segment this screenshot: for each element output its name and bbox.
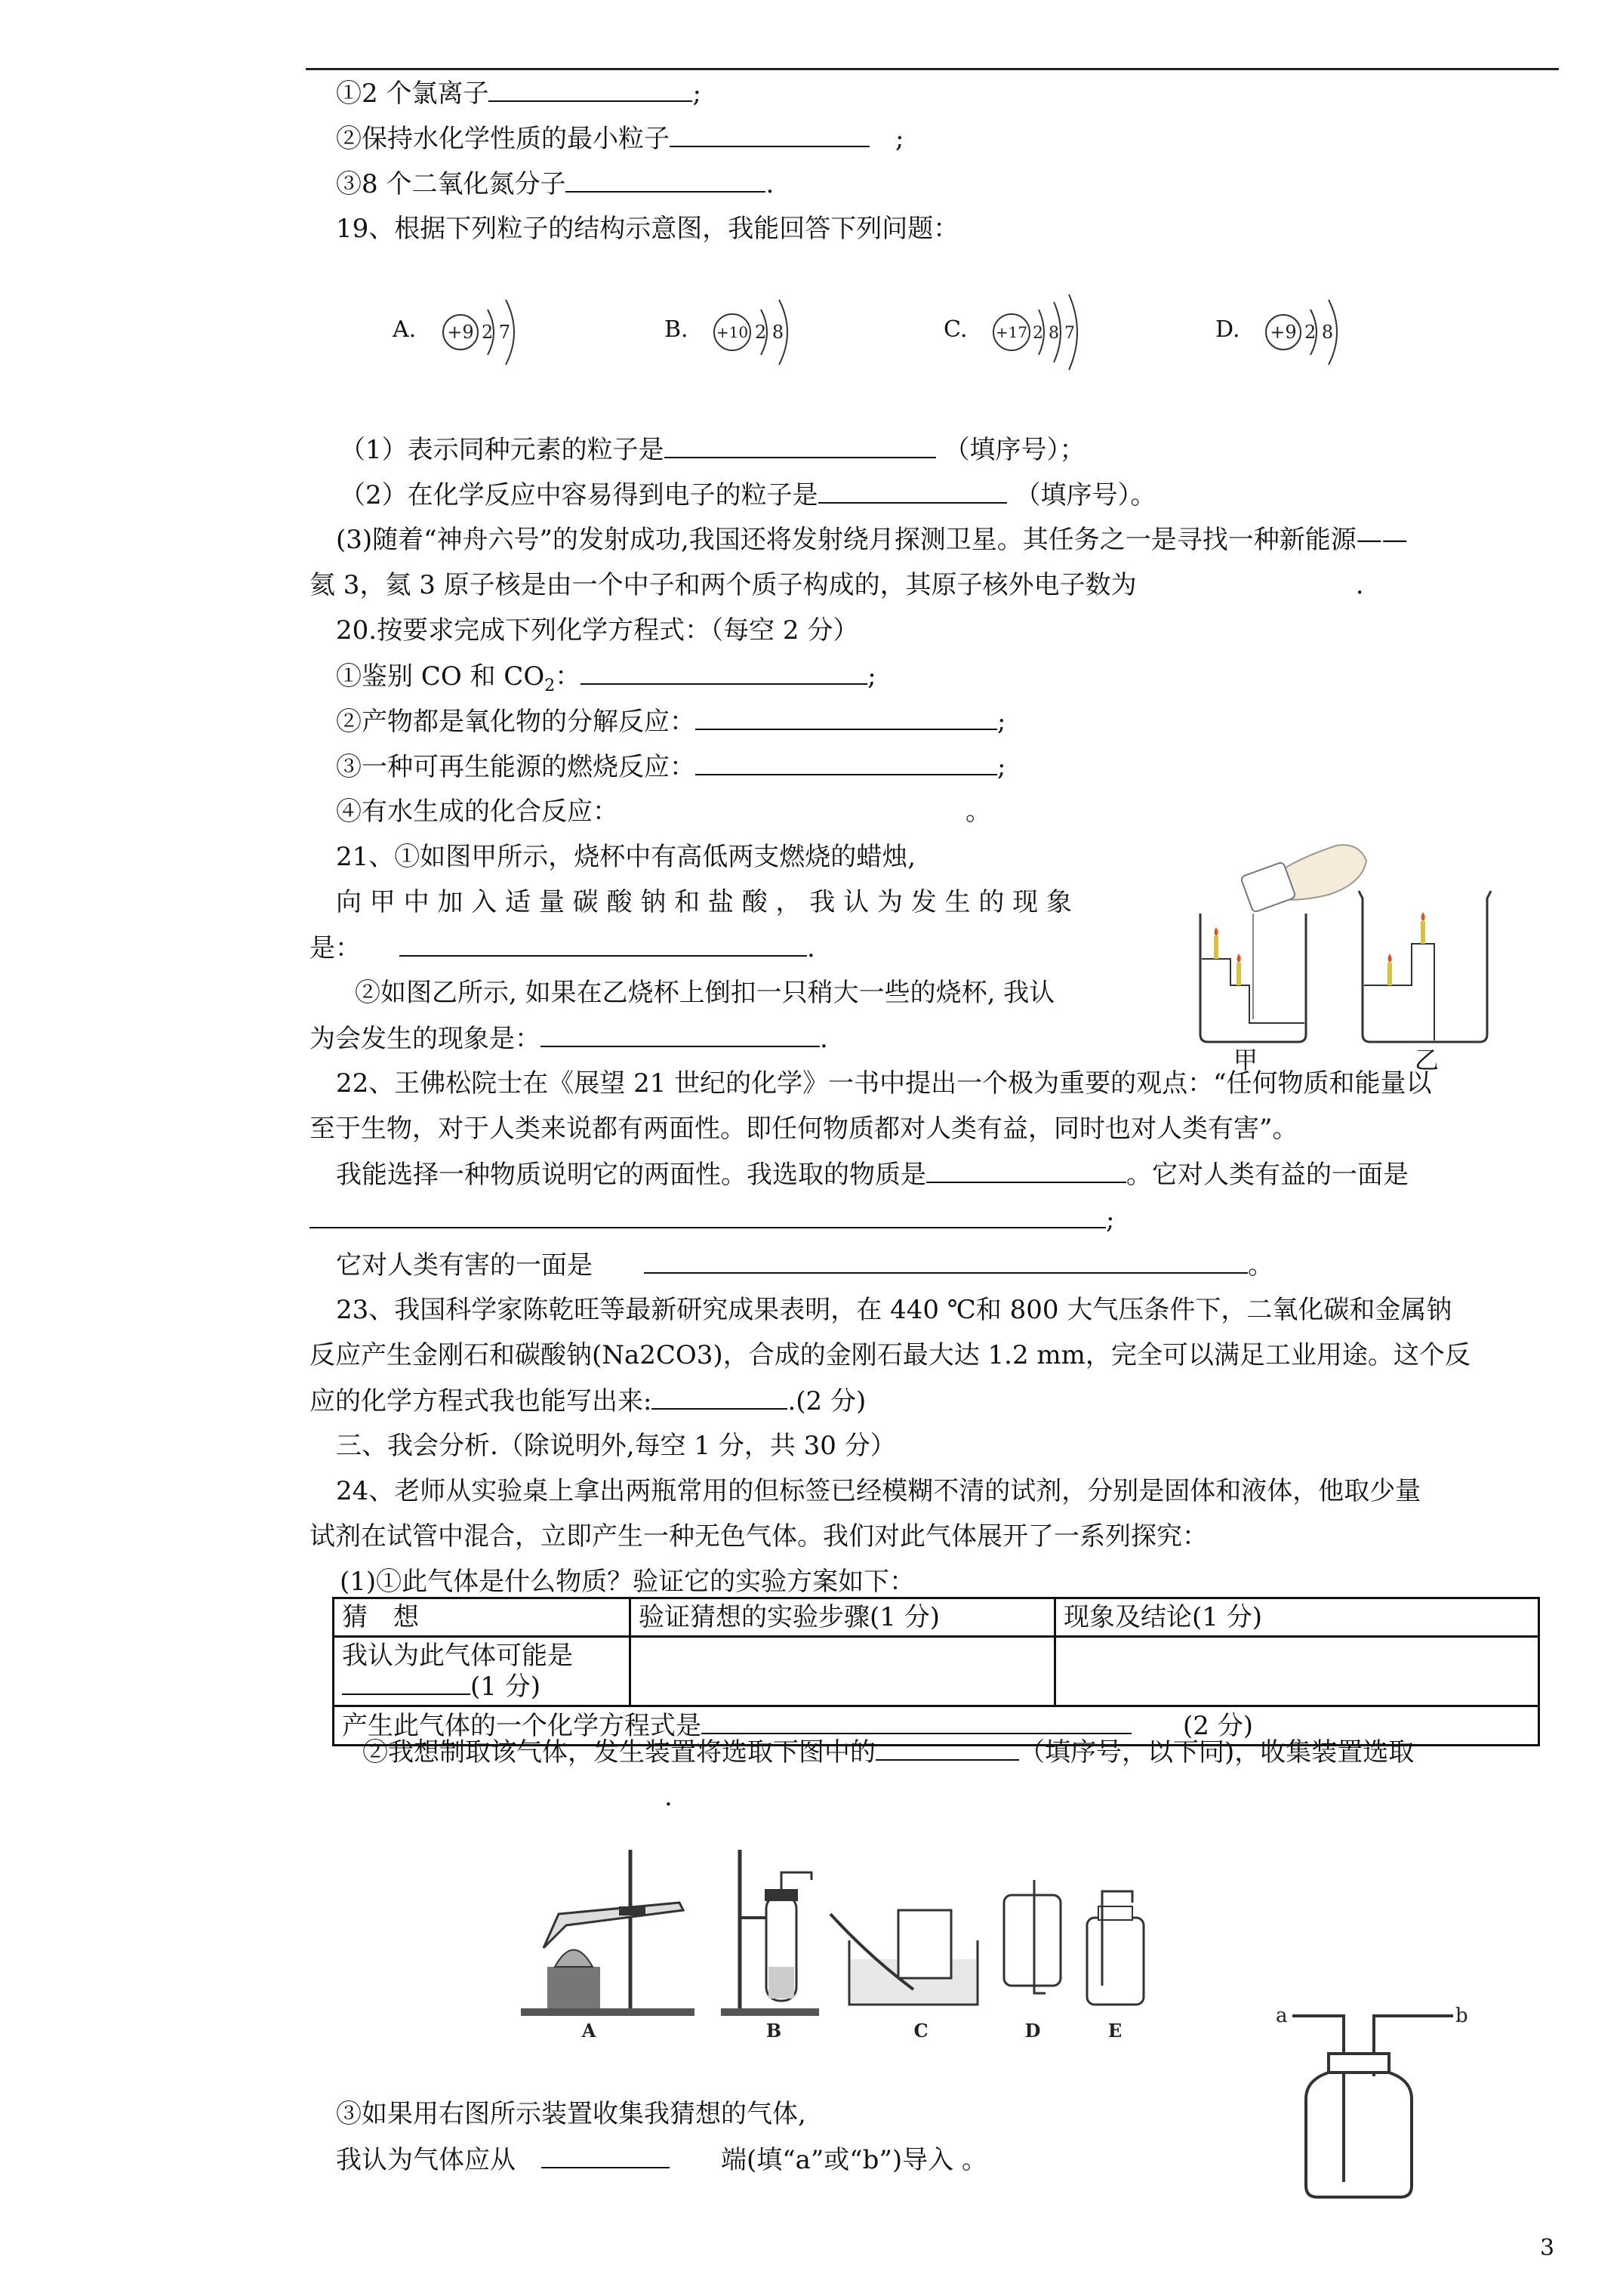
answer-blank[interactable]: [644, 1250, 1248, 1274]
q22-line3: 我能选择一种物质说明它的两面性。我选取的物质是 。它对人类有益的一面是: [336, 1160, 1409, 1190]
answer-blank[interactable]: [818, 479, 1007, 504]
gas-collecting-bottle-figure: [1261, 1993, 1502, 2205]
q19-part3-line2: 氦 3，氦 3 原子核是由一个中子和两个质子构成的，其原子核外电子数为 .: [310, 570, 1364, 600]
apparatus-d-icon: [1004, 1880, 1061, 2039]
nucleus-charge: +9: [1270, 322, 1297, 343]
q24-line1: 24、老师从实验桌上拿出两瓶常用的但标签已经模糊不清的试剂，分别是固体和液体，他取少量: [336, 1476, 1421, 1506]
answer-blank[interactable]: [876, 1737, 1019, 1761]
answer-blank[interactable]: [541, 2144, 670, 2168]
answer-blank[interactable]: [651, 1385, 787, 1410]
q24-line7: 我认为气体应从 端(填“a”或“b”)导入 。: [336, 2145, 987, 2175]
section-3-heading: 三、我会分析.（除说明外,每空 1 分，共 30 分）: [336, 1431, 896, 1461]
table-cell-guess[interactable]: 我认为此气体可能是 (1 分): [334, 1637, 630, 1706]
answer-blank[interactable]: [701, 1710, 1132, 1734]
table-cell-equation[interactable]: 产生此气体的一个化学方程式是 (2 分): [334, 1706, 1539, 1746]
apparatus-figure: [513, 1835, 1208, 2039]
atom-label: A.: [393, 316, 417, 343]
q24-line4: ②我想制取该气体，发生装置将选取下图中的 （填序号，以下同)，收集装置选取: [362, 1737, 1415, 1767]
q24-line3: (1)①此气体是什么物质？验证它的实验方案如下：: [340, 1567, 916, 1597]
beaker-candle-figure: [1185, 831, 1502, 1072]
nucleus-charge: +9: [447, 322, 474, 343]
atom-diagram-a: [393, 291, 589, 374]
top-rule: [306, 68, 1559, 70]
atom-label: B.: [664, 316, 688, 343]
apparatus-label-d: D: [1024, 2020, 1041, 2039]
table-row: [334, 1637, 1539, 1706]
table-cell-steps[interactable]: [630, 1637, 1055, 1706]
q22-line1: 22、王佛松院士在《展望 21 世纪的化学》一书中提出一个极为重要的观点：“任何物质和能量以: [336, 1068, 1432, 1099]
q24-line2: 试剂在试管中混合，立即产生一种无色气体。我们对此气体展开了一系列探究：: [310, 1521, 1208, 1552]
port-label-a: a: [1276, 2005, 1288, 2027]
figure-label-yi: 乙: [1414, 1046, 1440, 1072]
table-header-guess: 猜 想: [334, 1598, 630, 1637]
q21-line1: 21、①如图甲所示，烧杯中有高低两支燃烧的蜡烛,: [336, 842, 916, 872]
table-header-steps: 验证猜想的实验步骤(1 分): [630, 1598, 1055, 1637]
answer-blank[interactable]: [581, 661, 867, 685]
q20-line3: ③一种可再生能源的燃烧反应： ;: [336, 752, 1006, 782]
q22-line2: 至于生物，对于人类来说都有两面性。即任何物质都对人类有益，同时也对人类有害”。: [310, 1114, 1298, 1144]
shell-electrons: 2 7: [482, 322, 511, 343]
q22-line5: 它对人类有害的一面是 。: [336, 1250, 1273, 1281]
atom-structure-icon: [438, 291, 559, 374]
answer-blank[interactable]: [565, 168, 765, 193]
apparatus-label-b: B: [765, 2020, 782, 2039]
apparatus-label-e: E: [1107, 2020, 1123, 2039]
atom-diagram-c: [944, 291, 1170, 374]
apparatus-a-icon: [521, 1850, 694, 2039]
experiment-table: [332, 1597, 1540, 1746]
shell-electrons: 2 8: [755, 322, 784, 343]
figure-label-jia: 甲: [1233, 1046, 1258, 1072]
apparatus-e-icon: [1087, 1891, 1144, 2039]
q20-stem: 20.按要求完成下列化学方程式：（每空 2 分）: [336, 615, 859, 646]
answer-blank[interactable]: [670, 123, 870, 147]
q19-part2: （2）在化学反应中容易得到电子的粒子是 （填序号）。: [340, 480, 1156, 510]
atom-diagram-d: [1215, 291, 1412, 374]
q24-line5: .: [664, 1782, 673, 1812]
answer-blank[interactable]: [540, 1023, 820, 1047]
q18-line1: ①2 个氯离子 ;: [336, 79, 701, 109]
answer-blank[interactable]: [488, 78, 692, 102]
table-header-result: 现象及结论(1 分): [1055, 1598, 1539, 1637]
atom-diagram-b: [664, 291, 861, 374]
answer-blank[interactable]: [695, 751, 997, 775]
q23-line1: 23、我国科学家陈乾旺等最新研究成果表明，在 440 ℃和 800 大气压条件下，二氧化碳和金属钠: [336, 1295, 1452, 1325]
atom-structure-icon: [989, 291, 1140, 374]
shell-electrons: 2 8: [1304, 322, 1334, 343]
answer-blank[interactable]: [664, 434, 936, 458]
atom-label: D.: [1215, 316, 1240, 343]
bottle-icon: [1306, 2073, 1412, 2197]
q23-line3: 应的化学方程式我也能写出来: .(2 分): [310, 1386, 867, 1416]
atom-label: C.: [944, 316, 968, 343]
q20-line2: ②产物都是氧化物的分解反应： ;: [336, 707, 1006, 737]
q18-line3: ③8 个二氧化氮分子 .: [336, 169, 775, 199]
q22-line4: ;: [310, 1204, 1114, 1235]
table-header-row: [334, 1598, 1539, 1637]
q19-part3-line1: (3)随着“神舟六号”的发射成功,我国还将发射绕月探测卫星。其任务之一是寻找一种新能源——: [336, 525, 1408, 555]
apparatus-c-icon: [830, 1910, 978, 2039]
nucleus-charge: +10: [716, 323, 749, 341]
apparatus-label-a: A: [581, 2020, 596, 2039]
atom-structure-icon: [1261, 291, 1381, 374]
answer-blank[interactable]: [342, 1671, 470, 1695]
table-cell-result[interactable]: [1055, 1637, 1539, 1706]
atom-structure-icon: [710, 291, 830, 374]
q20-line4: ④有水生成的化合反应： 。: [336, 797, 991, 827]
answer-blank[interactable]: [399, 932, 807, 957]
shell-electrons: 2 8 7: [1033, 324, 1075, 343]
q21-line5: 为会发生的现象是： .: [310, 1024, 828, 1054]
q23-line2: 反应产生金刚石和碳酸钠(Na2CO3)，合成的金刚石最大达 1.2 mm，完全可以满足工业用途。这个反: [310, 1340, 1471, 1370]
answer-blank[interactable]: [926, 1159, 1126, 1183]
q20-line1: ①鉴别 CO 和 $CO_2$： ;: [336, 661, 876, 695]
q19-stem: 19、根据下列粒子的结构示意图，我能回答下列问题：: [336, 214, 959, 244]
nucleus-charge: +17: [995, 323, 1028, 341]
q21-line4: ②如图乙所示, 如果在乙烧杯上倒扣一只稍大一些的烧杯, 我认: [355, 978, 1055, 1008]
apparatus-label-c: C: [913, 2020, 929, 2039]
apparatus-b-icon: [721, 1850, 819, 2039]
answer-blank[interactable]: [695, 706, 997, 730]
beaker-yi-icon: [1359, 891, 1491, 1042]
q18-line2: ②保持水化学性质的最小粒子 ;: [336, 124, 904, 154]
page-number: 3: [1540, 2235, 1555, 2261]
q24-line6: ③如果用右图所示装置收集我猜想的气体,: [336, 2099, 806, 2129]
port-label-b: b: [1455, 2005, 1468, 2027]
q21-line3: 是： .: [310, 933, 815, 963]
q19-part1: （1）表示同种元素的粒子是 （填序号）；: [340, 435, 1086, 465]
q21-line2: 向 甲 中 加 入 适 量 碳 酸 钠 和 盐 酸 ， 我 认 为 发 生 的 现 象: [336, 887, 1072, 917]
answer-blank[interactable]: [310, 1204, 1106, 1228]
